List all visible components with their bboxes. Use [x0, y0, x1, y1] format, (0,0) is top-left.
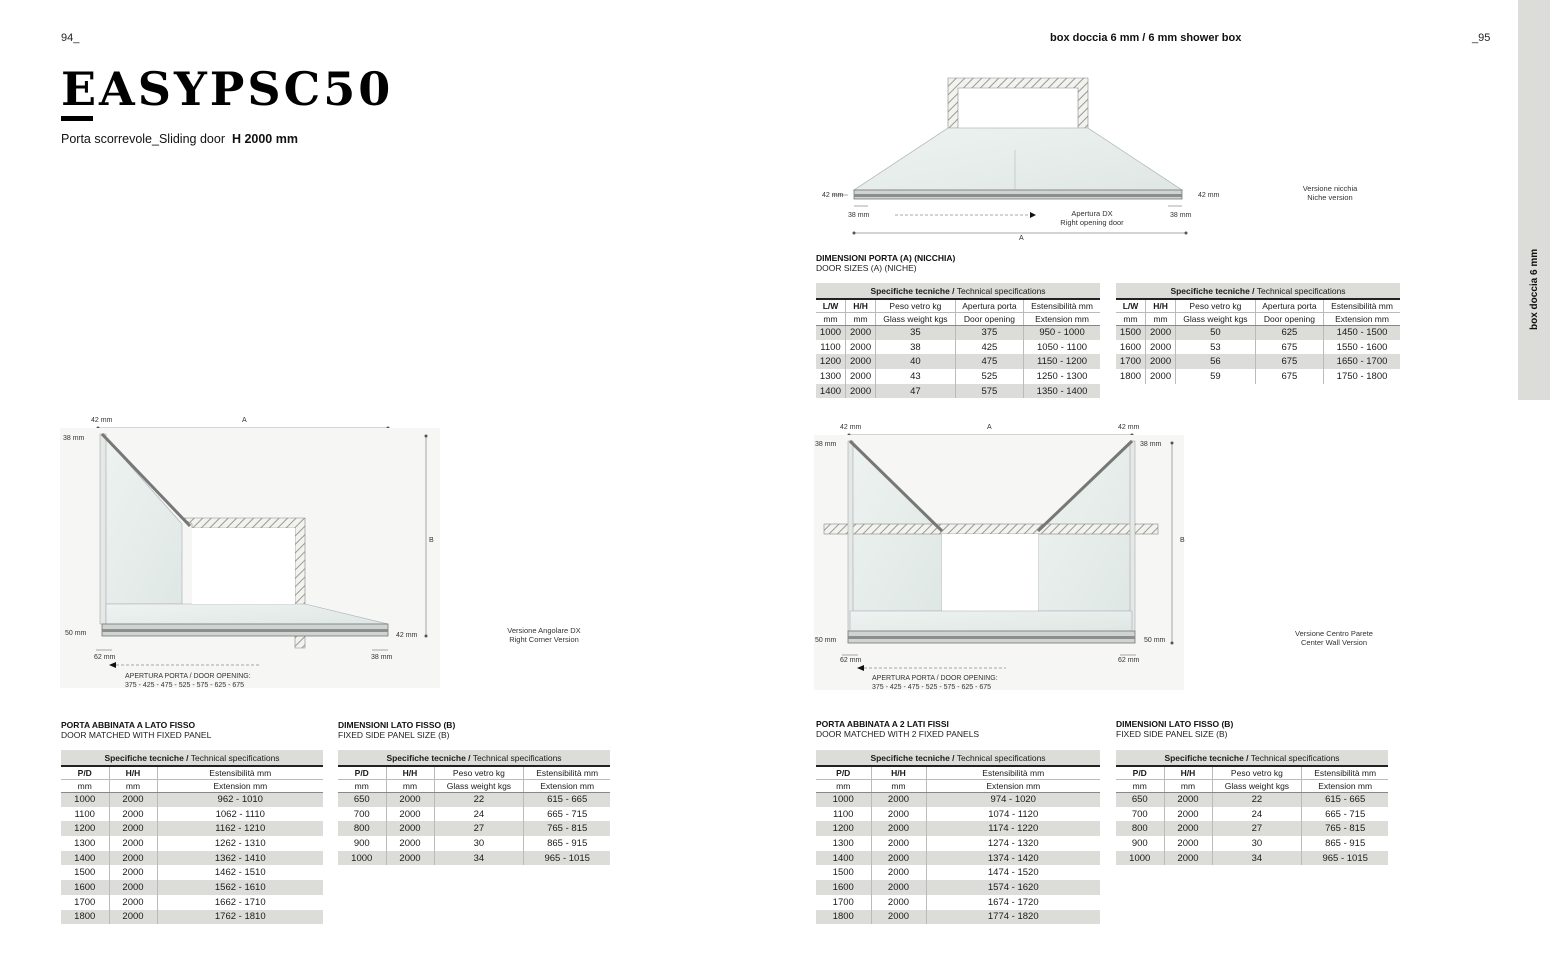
- table-row: 1200 2000 40 475 1150 - 1200: [816, 354, 1100, 369]
- table-row: 1700 2000 1674 - 1720: [816, 895, 1100, 910]
- corner-door-subtitle: DOOR MATCHED WITH FIXED PANEL: [61, 730, 212, 741]
- page-number-right: _95: [1472, 32, 1491, 44]
- fixed-side-1-heading: [338, 720, 455, 740]
- niche-title: DIMENSIONI PORTA (A) (NICCHIA): [816, 253, 956, 263]
- corner-door-table: Specifiche tecniche / Technical specifications P/D H/H Estensibilità mm mm mm Extension mm 1000 2000 962 - 1010 1100 2000 1062 - 1110 1200 2000 1162 - 1210 1300 2000 1262 - 1310 1400 2000 1362 - 1410 1500 2000 1462 - 1510 1600 2000 1562 - 1610 1700 2000 1662 - 1710 1800 2000 1762 - 1810: [61, 750, 323, 924]
- table-row: 800 2000 27 765 - 815: [338, 821, 610, 836]
- table-row: 1300 2000 1274 - 1320: [816, 836, 1100, 851]
- niche-dim-42-left: 42 mm: [822, 192, 844, 199]
- corner-caption: Versione Angolare DX Right Corner Version: [507, 626, 581, 645]
- niche-dim-38-right: 38 mm: [1170, 212, 1192, 219]
- side-tab: [1518, 0, 1550, 400]
- niche-dim-38-left: 38 mm: [848, 212, 870, 219]
- table-row: 650 2000 22 615 - 665: [1116, 792, 1388, 807]
- center-opening: APERTURA PORTA / DOOR OPENING: 375 - 425 - 475 - 525 - 575 - 625 - 675: [872, 675, 998, 692]
- table-row: 1200 2000 1174 - 1220: [816, 821, 1100, 836]
- spec-caption: Specifiche tecniche / Technical specifications: [338, 750, 610, 766]
- table-row: 1600 2000 53 675 1550 - 1600: [1116, 340, 1400, 355]
- table-row: 1100 2000 38 425 1050 - 1100: [816, 340, 1100, 355]
- niche-subtitle: DOOR SIZES (A) (NICHE): [816, 263, 917, 274]
- table-row: 1300 2000 1262 - 1310: [61, 836, 323, 851]
- center-dim-38-left: 38 mm: [815, 441, 837, 448]
- niche-table-a: Specifiche tecniche / Technical specifications L/W H/H Peso vetro kg Apertura porta Estensibilità mm mm mm Glass weight kgs Door opening Extension mm 1000 2000 35 375 950 - 1000 1100 2000 38 425 1050 - 1100 1200 2000 40 475 1150 - 1200 1300 2000 43 525 1250 - 1300 1400 2000 47 575 1350 - 1400: [816, 283, 1100, 398]
- fixed-side-2-subtitle: FIXED SIDE PANEL SIZE (B): [1116, 729, 1228, 740]
- corner-dim-42: 42 mm: [91, 417, 113, 424]
- table-row: 700 2000 24 665 - 715: [1116, 807, 1388, 822]
- corner-dim-38: 38 mm: [63, 435, 85, 442]
- table-row: 1000 2000 962 - 1010: [61, 792, 323, 807]
- table-row: 1500 2000 1474 - 1520: [816, 865, 1100, 880]
- center-caption: Versione Centro Parete Center Wall Version: [1295, 629, 1373, 648]
- fixed-side-2-title: DIMENSIONI LATO FISSO (B): [1116, 719, 1234, 729]
- niche-diagram: [820, 78, 1240, 248]
- corner-drawing: [60, 414, 440, 694]
- table-row: 650 2000 22 615 - 665: [338, 792, 610, 807]
- product-height: H 2000 mm: [231, 132, 298, 146]
- fixed-side-1-table: Specifiche tecniche / Technical specifications P/D H/H Peso vetro kg Estensibilità mm mm mm Glass weight kgs Extension mm 650 2000 22 615 - 665 700 2000 24 665 - 715 800 2000 27 765 - 815 900 2000 30 865 - 915 1000 2000 34 965 - 1015: [338, 750, 610, 865]
- table-row: 700 2000 24 665 - 715: [338, 807, 610, 822]
- table-row: 1600 2000 1562 - 1610: [61, 880, 323, 895]
- fixed-side-1-subtitle: FIXED SIDE PANEL SIZE (B): [338, 730, 450, 741]
- center-dim-50-left: 50 mm: [815, 637, 837, 644]
- table-row: 1500 2000 1462 - 1510: [61, 865, 323, 880]
- corner-door-heading: [61, 720, 211, 740]
- niche-dim-a: A: [1019, 235, 1024, 242]
- center-door-subtitle: DOOR MATCHED WITH 2 FIXED PANELS: [816, 729, 980, 740]
- table-row: 1000 2000 34 965 - 1015: [1116, 851, 1388, 866]
- center-dim-b: B: [1180, 537, 1185, 544]
- corner-diagram: [60, 414, 440, 694]
- fixed-side-2-table: Specifiche tecniche / Technical specifications P/D H/H Peso vetro kg Estensibilità mm mm mm Glass weight kgs Extension mm 650 2000 22 615 - 665 700 2000 24 665 - 715 800 2000 27 765 - 815 900 2000 30 865 - 915 1000 2000 34 965 - 1015: [1116, 750, 1388, 865]
- corner-door-title: PORTA ABBINATA A LATO FISSO: [61, 720, 196, 730]
- table-row: 1200 2000 1162 - 1210: [61, 821, 323, 836]
- spec-caption: Specifiche tecniche / Technical specifications: [1116, 283, 1400, 299]
- center-diagram: [814, 421, 1184, 696]
- corner-opening: APERTURA PORTA / DOOR OPENING: 375 - 425 - 475 - 525 - 575 - 625 - 675: [125, 673, 251, 690]
- center-dim-a: A: [987, 424, 992, 431]
- title-underline: [61, 116, 93, 121]
- niche-drawing: [820, 78, 1240, 248]
- niche-opening-label: Apertura DX Right opening door: [1060, 209, 1124, 228]
- table-row: 1700 2000 56 675 1650 - 1700: [1116, 354, 1400, 369]
- table-row: 1000 2000 34 965 - 1015: [338, 851, 610, 866]
- center-door-heading: [816, 719, 979, 739]
- spec-caption: Specifiche tecniche / Technical specifications: [816, 283, 1100, 299]
- niche-section-heading: [816, 253, 955, 273]
- table-row: 1500 2000 50 625 1450 - 1500: [1116, 325, 1400, 340]
- spec-caption: Specifiche tecniche / Technical specifications: [816, 750, 1100, 766]
- spec-caption: Specifiche tecniche / Technical specifications: [1116, 750, 1388, 766]
- table-row: 800 2000 27 765 - 815: [1116, 821, 1388, 836]
- corner-dim-38-bottom: 38 mm: [371, 654, 393, 661]
- spec-caption: Specifiche tecniche / Technical specifications: [61, 750, 323, 766]
- table-row: 900 2000 30 865 - 915: [338, 836, 610, 851]
- table-row: 1000 2000 974 - 1020: [816, 792, 1100, 807]
- subtitle-text: Porta scorrevole_Sliding door: [61, 132, 225, 146]
- niche-caption: Versione nicchia Niche version: [1302, 184, 1358, 203]
- table-row: 1800 2000 59 675 1750 - 1800: [1116, 369, 1400, 384]
- center-dim-42-right: 42 mm: [1118, 424, 1140, 431]
- center-dim-38-right: 38 mm: [1140, 441, 1162, 448]
- table-row: 1800 2000 1774 - 1820: [816, 910, 1100, 925]
- niche-dim-42-right: 42 mm: [1198, 192, 1220, 199]
- table-row: 1100 2000 1062 - 1110: [61, 807, 323, 822]
- niche-table-b: Specifiche tecniche / Technical specifications L/W H/H Peso vetro kg Apertura porta Estensibilità mm mm mm Glass weight kgs Door opening Extension mm 1500 2000 50 625 1450 - 1500 1600 2000 53 675 1550 - 1600 1700 2000 56 675 1650 - 1700 1800 2000 59 675 1750 - 1800: [1116, 283, 1400, 384]
- center-dim-62-right: 62 mm: [1118, 657, 1140, 664]
- corner-dim-62: 62 mm: [94, 654, 116, 661]
- center-drawing: [814, 421, 1184, 696]
- table-row: 1400 2000 1362 - 1410: [61, 851, 323, 866]
- center-door-title: PORTA ABBINATA A 2 LATI FISSI: [816, 719, 949, 729]
- fixed-side-1-title: DIMENSIONI LATO FISSO (B): [338, 720, 456, 730]
- fixed-side-2-heading: [1116, 719, 1233, 739]
- side-tab-label: box doccia 6 mm: [1529, 248, 1540, 330]
- table-row: 1000 2000 35 375 950 - 1000: [816, 325, 1100, 340]
- running-title: box doccia 6 mm / 6 mm shower box: [1050, 32, 1242, 44]
- table-row: 1100 2000 1074 - 1120: [816, 807, 1100, 822]
- corner-dim-50: 50 mm: [65, 630, 87, 637]
- center-dim-42-left: 42 mm: [840, 424, 862, 431]
- center-dim-62-left: 62 mm: [840, 657, 862, 664]
- table-row: 1800 2000 1762 - 1810: [61, 910, 323, 925]
- corner-dim-42-right: 42 mm: [396, 632, 418, 639]
- product-title: EASYPSC50: [61, 62, 394, 116]
- table-row: 1600 2000 1574 - 1620: [816, 880, 1100, 895]
- table-row: 1400 2000 47 575 1350 - 1400: [816, 384, 1100, 399]
- table-row: 900 2000 30 865 - 915: [1116, 836, 1388, 851]
- table-row: 1300 2000 43 525 1250 - 1300: [816, 369, 1100, 384]
- corner-dim-b: B: [429, 537, 434, 544]
- center-dim-50-right: 50 mm: [1144, 637, 1166, 644]
- center-door-table: Specifiche tecniche / Technical specifications P/D H/H Estensibilità mm mm mm Extension mm 1000 2000 974 - 1020 1100 2000 1074 - 1120 1200 2000 1174 - 1220 1300 2000 1274 - 1320 1400 2000 1374 - 1420 1500 2000 1474 - 1520 1600 2000 1574 - 1620 1700 2000 1674 - 1720 1800 2000 1774 - 1820: [816, 750, 1100, 924]
- page-number-left: 94_: [61, 32, 80, 44]
- table-row: 1700 2000 1662 - 1710: [61, 895, 323, 910]
- product-subtitle: [61, 132, 298, 146]
- table-row: 1400 2000 1374 - 1420: [816, 851, 1100, 866]
- corner-dim-a: A: [242, 417, 247, 424]
